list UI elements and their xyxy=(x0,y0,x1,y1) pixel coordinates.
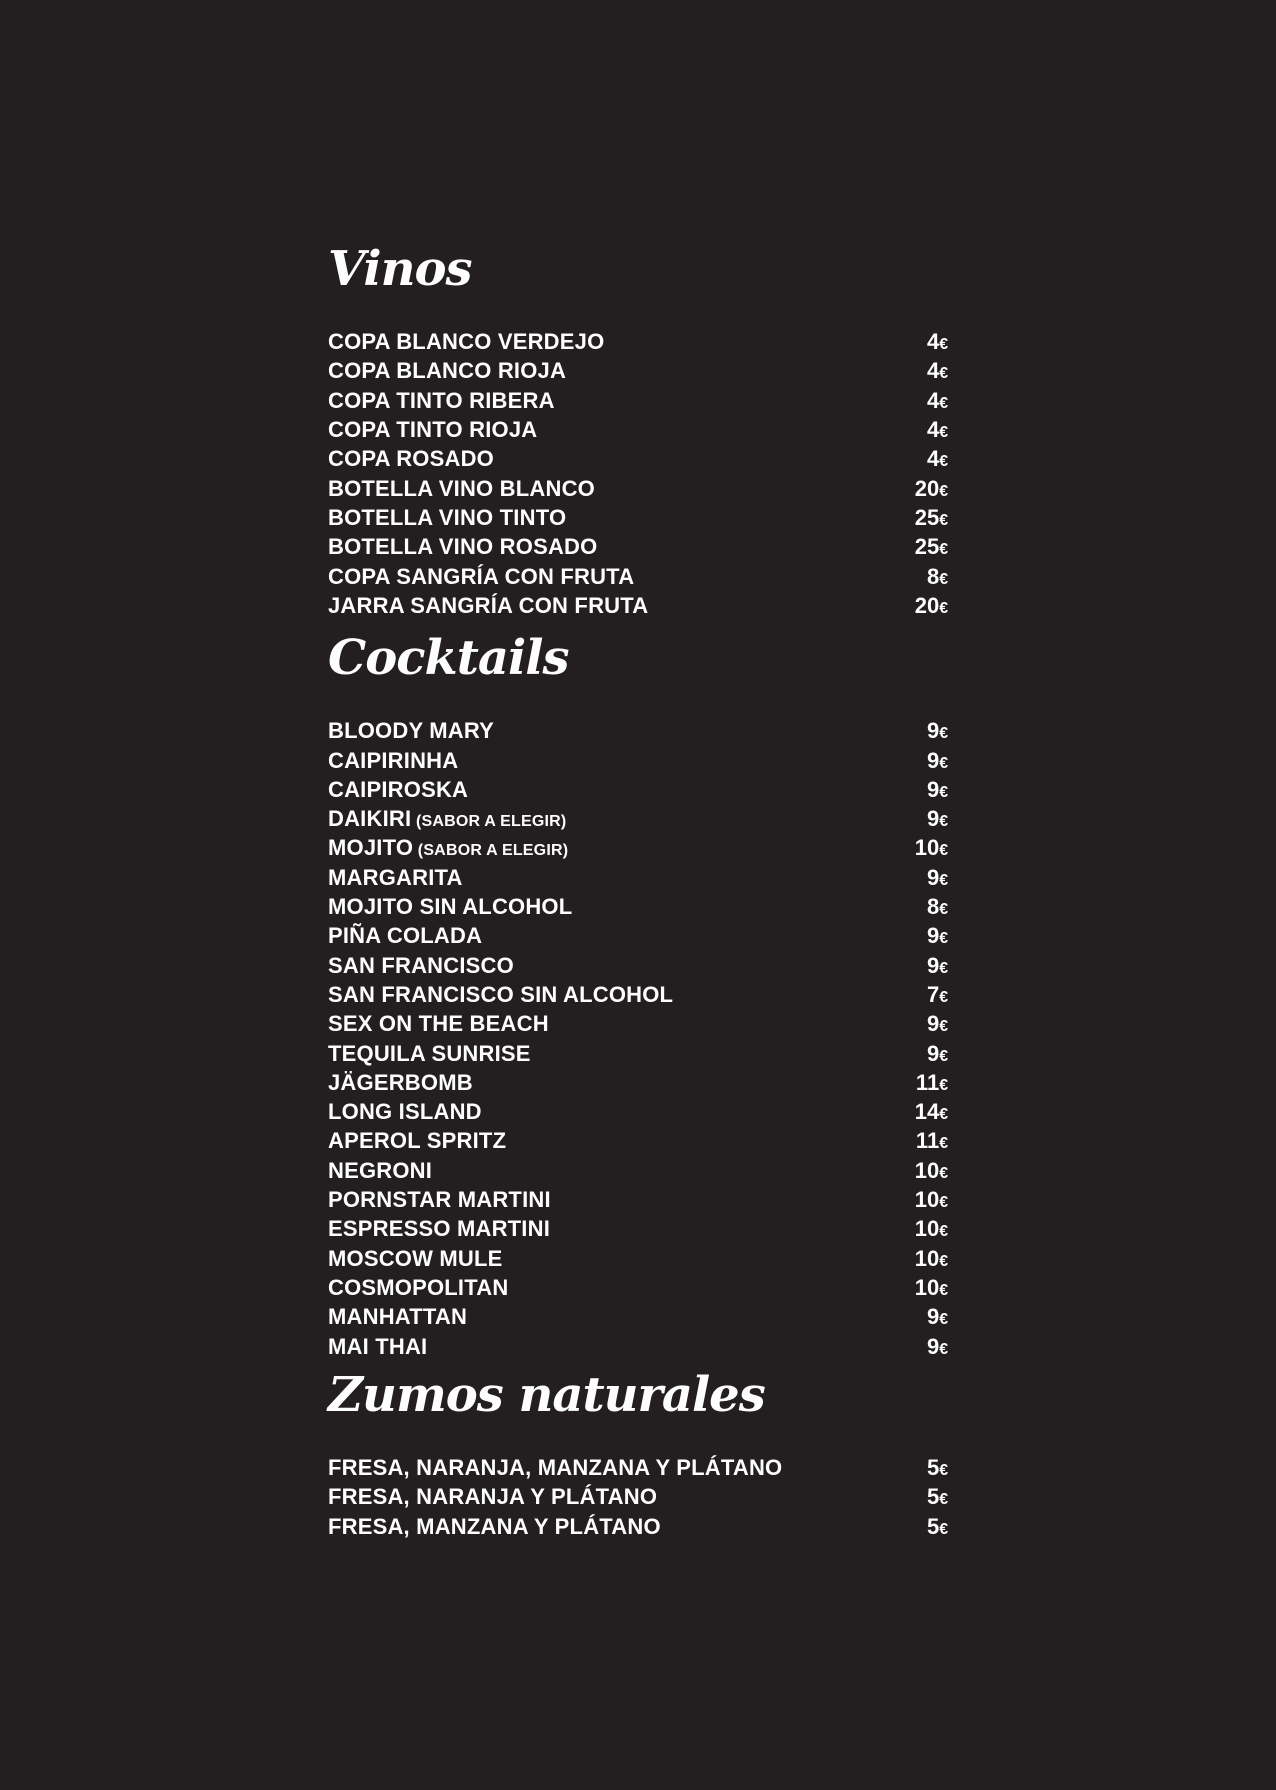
menu-list-cocktails xyxy=(328,716,948,1361)
item-name: COSMOPOLITAN xyxy=(328,1274,509,1300)
item-price: 4€ xyxy=(926,358,948,384)
menu-list-vinos xyxy=(328,327,948,620)
menu-item xyxy=(328,951,948,980)
item-name: TEQUILA SUNRISE xyxy=(328,1040,531,1066)
item-price: 9€ xyxy=(926,1304,948,1330)
menu-item xyxy=(328,1214,948,1243)
menu-item xyxy=(328,833,948,862)
item-price: 10€ xyxy=(914,1216,948,1242)
euro-symbol: € xyxy=(939,725,948,743)
menu-item xyxy=(328,892,948,921)
menu-item xyxy=(328,1302,948,1331)
item-name: COPA ROSADO xyxy=(328,446,494,472)
item-name: CAIPIRINHA xyxy=(328,747,459,773)
item-name: BOTELLA VINO BLANCO xyxy=(328,475,595,501)
item-price: 5€ xyxy=(926,1454,948,1480)
menu-section-cocktails xyxy=(328,632,948,1361)
menu-column xyxy=(328,0,948,1541)
euro-symbol: € xyxy=(939,365,948,383)
menu-item xyxy=(328,1097,948,1126)
item-name: LONG ISLAND xyxy=(328,1099,482,1125)
euro-symbol: € xyxy=(939,988,948,1006)
item-price: 10€ xyxy=(914,835,948,861)
item-price: 9€ xyxy=(926,952,948,978)
menu-item xyxy=(328,415,948,444)
item-name: COPA BLANCO RIOJA xyxy=(328,358,567,384)
menu-item xyxy=(328,1273,948,1302)
menu-item xyxy=(328,775,948,804)
euro-symbol: € xyxy=(939,1520,948,1538)
item-note: (SABOR A ELEGIR) xyxy=(413,842,569,860)
euro-symbol: € xyxy=(939,1106,948,1124)
euro-symbol: € xyxy=(939,394,948,412)
item-name: APEROL SPRITZ xyxy=(328,1128,507,1154)
item-name: ESPRESSO MARTINI xyxy=(328,1216,551,1242)
euro-symbol: € xyxy=(939,813,948,831)
menu-item xyxy=(328,327,948,356)
menu-item xyxy=(328,804,948,833)
item-price: 25€ xyxy=(914,534,948,560)
item-price: 9€ xyxy=(926,1040,948,1066)
item-name: COPA TINTO RIBERA xyxy=(328,387,555,413)
section-title-vinos: Vinos xyxy=(328,241,472,297)
menu-item xyxy=(328,1453,948,1482)
item-price: 5€ xyxy=(926,1513,948,1539)
menu-item xyxy=(328,1512,948,1541)
euro-symbol: € xyxy=(939,570,948,588)
item-price: 20€ xyxy=(914,475,948,501)
item-name: FRESA, NARANJA Y PLÁTANO xyxy=(328,1484,658,1510)
euro-symbol: € xyxy=(939,842,948,860)
euro-symbol: € xyxy=(939,754,948,772)
item-name: FRESA, MANZANA Y PLÁTANO xyxy=(328,1513,661,1539)
menu-section-zumos xyxy=(328,1366,948,1541)
item-price: 4€ xyxy=(926,417,948,443)
item-name: COPA TINTO RIOJA xyxy=(328,417,538,443)
item-price: 9€ xyxy=(926,923,948,949)
section-title-cocktails: Cocktails xyxy=(328,630,569,687)
item-price: 10€ xyxy=(914,1245,948,1271)
item-name: JÄGERBOMB xyxy=(328,1069,473,1095)
item-name: PIÑA COLADA xyxy=(328,923,483,949)
section-title-zumos: Zumos naturales xyxy=(328,1366,765,1423)
euro-symbol: € xyxy=(939,901,948,919)
item-price: 10€ xyxy=(914,1274,948,1300)
menu-item xyxy=(328,1332,948,1361)
menu-item xyxy=(328,921,948,950)
menu-item xyxy=(328,562,948,591)
item-price: 4€ xyxy=(926,329,948,355)
menu-item xyxy=(328,716,948,745)
euro-symbol: € xyxy=(939,453,948,471)
menu-item xyxy=(328,591,948,620)
item-name: CAIPIROSKA xyxy=(328,776,469,802)
menu-item xyxy=(328,356,948,385)
item-price: 9€ xyxy=(926,718,948,744)
euro-symbol: € xyxy=(939,1018,948,1036)
item-price: 20€ xyxy=(914,592,948,618)
item-name: BLOODY MARY xyxy=(328,718,494,744)
menu-item xyxy=(328,532,948,561)
euro-symbol: € xyxy=(939,1491,948,1509)
item-price: 11€ xyxy=(915,1128,948,1154)
item-name: BOTELLA VINO TINTO xyxy=(328,504,567,530)
euro-symbol: € xyxy=(939,424,948,442)
item-price: 8€ xyxy=(926,894,948,920)
item-name: MANHATTAN xyxy=(328,1304,468,1330)
menu-list-zumos xyxy=(328,1453,948,1541)
item-price: 11€ xyxy=(915,1069,948,1095)
item-price: 9€ xyxy=(926,864,948,890)
menu-item xyxy=(328,1039,948,1068)
item-name: BOTELLA VINO ROSADO xyxy=(328,534,598,560)
euro-symbol: € xyxy=(939,599,948,617)
item-name: SAN FRANCISCO SIN ALCOHOL xyxy=(328,981,674,1007)
euro-symbol: € xyxy=(939,482,948,500)
menu-section-vinos xyxy=(328,243,948,620)
menu-item xyxy=(328,503,948,532)
menu-item xyxy=(328,1185,948,1214)
item-price: 4€ xyxy=(926,446,948,472)
menu-item xyxy=(328,444,948,473)
euro-symbol: € xyxy=(939,1076,948,1094)
item-name: DAIKIRI (SABOR A ELEGIR) xyxy=(328,806,567,832)
item-name: MOSCOW MULE xyxy=(328,1245,503,1271)
item-price: 10€ xyxy=(914,1187,948,1213)
item-price: 9€ xyxy=(926,1333,948,1359)
item-name: MOJITO (SABOR A ELEGIR) xyxy=(328,835,569,861)
euro-symbol: € xyxy=(939,1340,948,1358)
menu-item xyxy=(328,1009,948,1038)
euro-symbol: € xyxy=(939,1135,948,1153)
item-price: 4€ xyxy=(926,387,948,413)
item-note: (SABOR A ELEGIR) xyxy=(411,813,567,831)
menu-item xyxy=(328,1156,948,1185)
item-price: 14€ xyxy=(914,1099,948,1125)
item-name: JARRA SANGRÍA CON FRUTA xyxy=(328,592,649,618)
item-name: SAN FRANCISCO xyxy=(328,952,514,978)
item-price: 7€ xyxy=(926,981,948,1007)
item-name: MARGARITA xyxy=(328,864,463,890)
menu-item xyxy=(328,746,948,775)
item-name: COPA BLANCO VERDEJO xyxy=(328,329,605,355)
euro-symbol: € xyxy=(939,511,948,529)
menu-item xyxy=(328,980,948,1009)
item-price: 10€ xyxy=(914,1157,948,1183)
euro-symbol: € xyxy=(939,783,948,801)
item-name: NEGRONI xyxy=(328,1157,433,1183)
item-price: 9€ xyxy=(926,747,948,773)
item-price: 9€ xyxy=(926,776,948,802)
item-price: 9€ xyxy=(926,1011,948,1037)
euro-symbol: € xyxy=(939,1311,948,1329)
item-name: MOJITO SIN ALCOHOL xyxy=(328,894,573,920)
item-name: MAI THAI xyxy=(328,1333,428,1359)
menu-item xyxy=(328,1068,948,1097)
item-name: SEX ON THE BEACH xyxy=(328,1011,549,1037)
euro-symbol: € xyxy=(939,1194,948,1212)
item-name: PORNSTAR MARTINI xyxy=(328,1187,551,1213)
euro-symbol: € xyxy=(939,959,948,977)
item-name: FRESA, NARANJA, MANZANA Y PLÁTANO xyxy=(328,1454,783,1480)
item-price: 25€ xyxy=(914,504,948,530)
menu-item xyxy=(328,1244,948,1273)
euro-symbol: € xyxy=(939,871,948,889)
euro-symbol: € xyxy=(939,336,948,354)
euro-symbol: € xyxy=(939,930,948,948)
euro-symbol: € xyxy=(939,1164,948,1182)
item-price: 9€ xyxy=(926,806,948,832)
menu-item xyxy=(328,1126,948,1155)
euro-symbol: € xyxy=(939,1223,948,1241)
euro-symbol: € xyxy=(939,1281,948,1299)
item-price: 5€ xyxy=(926,1484,948,1510)
euro-symbol: € xyxy=(939,1461,948,1479)
menu-item xyxy=(328,863,948,892)
euro-symbol: € xyxy=(939,541,948,559)
menu-item xyxy=(328,1482,948,1511)
euro-symbol: € xyxy=(939,1252,948,1270)
item-price: 8€ xyxy=(926,563,948,589)
menu-item xyxy=(328,386,948,415)
euro-symbol: € xyxy=(939,1047,948,1065)
item-name: COPA SANGRÍA CON FRUTA xyxy=(328,563,635,589)
menu-item xyxy=(328,474,948,503)
